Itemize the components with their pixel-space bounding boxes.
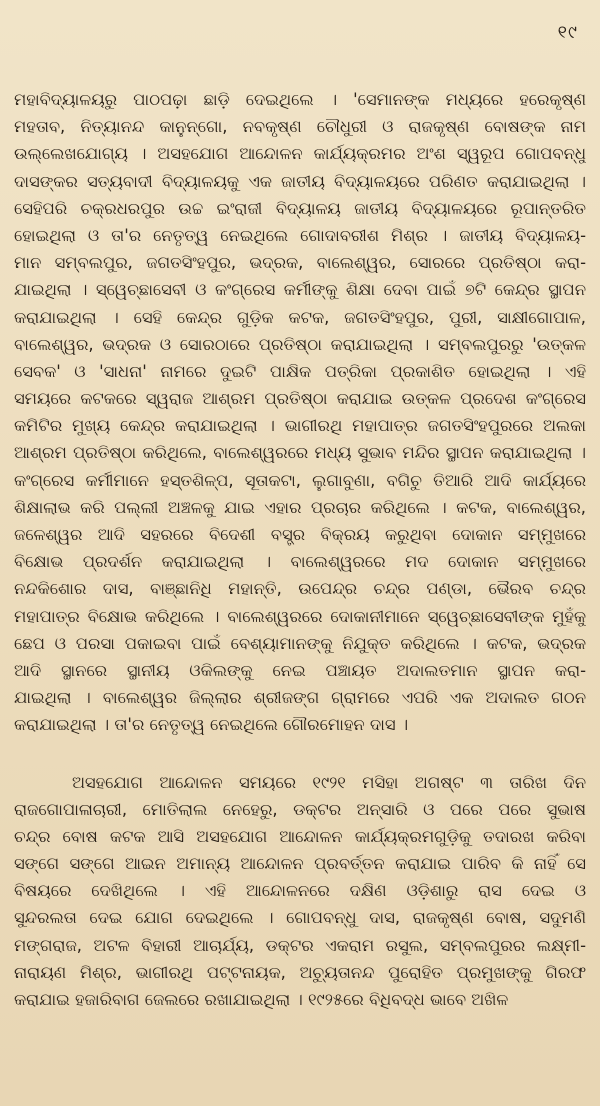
text-line: ବିଷୟରେ ଦେଖିଥିଲେ । ଏହି ଆନ୍ଦୋଳନରେ ଦକ୍ଷିଣ ଓଡ଼ିଶାରୁ ରାସ ଦେଇ ଓ <box>14 881 586 901</box>
text-line: ଦାସଙ୍କର ସତ୍ୟବାଦୀ ବିଦ୍ୟାଳୟକୁ ଏକ ଜାତୀୟ ବିଦ୍ୟାଳୟରେ ପରିଣତ କରାଯାଇଥିଲା । <box>14 171 586 191</box>
text-line: ଛେପ ଓ ପରସା ପକାଇବା ପାଇଁ ବେଶ୍ୟାମାନଙ୍କୁ ନିଯୁକ୍ତ କରିଥିଲେ । କଟକ, ଭଦ୍ରକ <box>14 633 586 653</box>
text-line: ସଙ୍ଗେ ସଙ୍ଗେ ଆଇନ ଅମାନ୍ୟ ଆନ୍ଦୋଳନ ପ୍ରବର୍ତ୍ତନ କରାଯାଇ ପାରିବ କି ନାହିଁ ସେ <box>14 854 586 874</box>
text-line: ବିକ୍ଷୋଭ ପ୍ରଦର୍ଶନ କରାଯାଇଥିଲା । ବାଲେଶ୍ୱରରେ ମଦ ଦୋକାନ ସମ୍ମୁଖରେ <box>14 552 586 572</box>
text-line: ଯାଇଥିଲା । ସ୍ୱେଚ୍ଛାସେବୀ ଓ କଂଗ୍ରେସ କର୍ମୀଙ୍କୁ ଶିକ୍ଷା ଦେବା ପାଇଁ ୭ଟି କେନ୍ଦ୍ର ସ୍ଥାପନ <box>14 280 586 300</box>
text-line: ମହାବିଦ୍ୟାଳୟରୁ ପାଠପଢ଼ା ଛାଡ଼ି ଦେଇଥିଲେ । 'ସେମାନଙ୍କ ମଧ୍ୟରେ ହରେକୃଷ୍ଣ <box>14 90 586 109</box>
page-number: ୧୯ <box>557 22 578 43</box>
text-line: ଆଦି ସ୍ଥାନରେ ସ୍ଥାନୀୟ ଓକିଲଙ୍କୁ ନେଇ ପଞ୍ଚାୟତ ଅଦାଲତମାନ ସ୍ଥାପନ କରା- <box>14 660 586 680</box>
text-line: ହୋଇଥିଲା ଓ ତା'ର ନେତୃତ୍ୱ ନେଇଥିଲେ ଗୋଦାବରୀଶ ମିଶ୍ର । ଜାତୀୟ ବିଦ୍ୟାଳୟ- <box>14 225 586 245</box>
paragraph-2 <box>14 769 586 1014</box>
body-text <box>14 86 586 1013</box>
text-line: ମହାପାତ୍ର ବିକ୍ଷୋଭ କରିଥିଲେ । ବାଲେଶ୍ୱରରେ ଦୋକାନୀମାନେ ସ୍ୱେଚ୍ଛାସେବୀଙ୍କ ମୁହଁକୁ <box>14 606 586 626</box>
text-line: ଆଶ୍ରମ ପ୍ରତିଷ୍ଠା କରିଥିଲେ, ବାଲେଶ୍ୱରରେ ମଧ୍ୟ ସୁଭାବ ମନ୍ଦିର ସ୍ଥାପନ କରାଯାଇଥିଲା । <box>14 443 586 463</box>
text-line: ଚନ୍ଦ୍ର ବୋଷ କଟକ ଆସି ଅସହଯୋଗ ଆନ୍ଦୋଳନ କାର୍ଯ୍ୟକ୍ରମଗୁଡ଼ିକୁ ତଦାରଖ କରିବା <box>14 826 586 846</box>
text-line: ମହତାବ, ନିତ୍ୟାନନ୍ଦ କାନୁନ୍‌ଗୋ, ନବକୃଷ୍ଣ ଚୌଧୁରୀ ଓ ରାଜକୃଷ୍ଣ ବୋଷଙ୍କ ନାମ <box>14 117 586 137</box>
text-line: ସେହିପରି ଚକ୍ରଧରପୁର ଉଚ୍ଚ ଇଂରାଜୀ ବିଦ୍ୟାଳୟ ଜାତୀୟ ବିଦ୍ୟାଳୟରେ ରୂପାନ୍ତରିତ <box>14 198 586 218</box>
text-line: ସୁନ୍ଦରଲତା ଦେଇ ଯୋଗ ଦେଇଥିଲେ । ଗୋପବନ୍ଧୁ ଦାସ, ରାଜକୃଷ୍ଣ ବୋଷ, ସଦୁମଣି <box>14 908 586 928</box>
text-line: ନାରାୟଣ ମିଶ୍ର, ଭାଗୀରଥି ପଟ୍ଟନାୟକ, ଅଚ୍ୟୁତାନନ୍ଦ ପୁରୋହିତ ପ୍ରମୁଖଙ୍କୁ ଗିରଫ <box>14 962 586 982</box>
text-line: କରାଯାଇଥିଲା । ତା'ର ନେତୃତ୍ୱ ନେଇଥିଲେ ଗୌରମୋହନ ଦାସ । <box>14 715 409 735</box>
text-line: ସେବକ' ଓ 'ସାଧନା' ନାମରେ ଦୁଇଟି ପାକ୍ଷିକ ପତ୍ରିକା ପ୍ରକାଶିତ ହୋଇଥିଲା । ଏହି <box>14 361 586 381</box>
text-line: ଯାଇଥିଲା । ବାଲେଶ୍ୱର ଜିଲ୍ଲାର ଶ୍ରୀଜଙ୍ଗ ଗ୍ରାମରେ ଏପରି ଏକ ଅଦାଲତ ଗଠନ <box>14 688 586 708</box>
text-line: କଂଗ୍ରେସ କର୍ମୀମାନେ ହସ୍ତଶିଳ୍ପ, ସୂତାକଟା, ଲୁଗାବୁଣା, ବଗିଚୁ ତିଆରି ଆଦି କାର୍ଯ୍ୟରେ <box>14 470 586 490</box>
paragraph-1 <box>14 86 586 739</box>
text-line: କମିଟିର ମୁଖ୍ୟ କେନ୍ଦ୍ର କରାଯାଇଥିଲା । ଭାଗୀରଥି ମହାପାତ୍ର ଜଗତସିଂହପୁରରେ ଅଲକା <box>14 416 586 436</box>
text-line: ବାଲେଶ୍ୱର, ଭଦ୍ରକ ଓ ସୋରଠାରେ ପ୍ରତିଷ୍ଠା କରାଯାଇଥିଲା । ସମ୍ବଲପୁରରୁ 'ଉତ୍କଳ <box>14 334 586 354</box>
text-line: ଉଲ୍ଲେଖଯୋଗ୍ୟ । ଅସହଯୋଗ ଆନ୍ଦୋଳନ କାର୍ଯ୍ୟକ୍ରମର ଅଂଶ ସ୍ୱରୂପ ଗୋପବନ୍ଧୁ <box>14 144 586 164</box>
text-line: ନନ୍ଦକିଶୋର ଦାସ, ବାଞ୍ଛାନିଧି ମହାନ୍ତି, ଉପେନ୍ଦ୍ର ଚନ୍ଦ୍ର ପଣ୍ଡା, ଭୈରବ ଚନ୍ଦ୍ର <box>14 579 586 599</box>
text-line: କରାଯାଇ ହଜାରିବାଗ ଜେଲରେ ରଖାଯାଇଥିଲା । ୧୯୨୫ରେ ବିଧିବଦ୍ଧ ଭାବେ ଅଖିଳ <box>14 990 509 1009</box>
text-line: କରାଯାଇଥିଲା । ସେହି କେନ୍ଦ୍ର ଗୁଡ଼ିକ କଟକ, ଜଗତସିଂହପୁର, ପୁରୀ, ସାକ୍ଷୀଗୋପାଳ, <box>14 307 586 327</box>
text-line: ମଙ୍ଗରାଜ, ଅଟଳ ବିହାରୀ ଆଚାର୍ଯ୍ୟ, ଡକ୍ଟର ଏକରାମ ରସୁଲ, ସମ୍ବଲପୁରର ଲକ୍ଷ୍ମୀ- <box>14 935 586 955</box>
text-line: ଜଳେଶ୍ୱର ଆଦି ସହରରେ ବିଦେଶୀ ବସ୍ତ୍ର ବିକ୍ରୟ କରୁଥିବା ଦୋକାନ ସମ୍ମୁଖରେ <box>14 525 586 544</box>
text-line: ଶିକ୍ଷାଲାଭ କରି ପଲ୍ଲୀ ଅଞ୍ଚଳକୁ ଯାଇ ଏହାର ପ୍ରଚାର କରିଥିଲେ । କଟକ, ବାଲେଶ୍ୱର, <box>14 497 586 517</box>
text-line: ରାଜଗୋପାଳାଚାରୀ, ମୋତିଲାଲ ନେହେରୁ, ଡକ୍ଟର ଅନ୍‌ସାରି ଓ ପରେ ପରେ ସୁଭାଷ <box>14 799 586 819</box>
text-line: ସମୟରେ କଟକରେ ସ୍ୱରାଜ ଆଶ୍ରମ ପ୍ରତିଷ୍ଠା କରାଯାଇ ଉତ୍କଳ ପ୍ରଦେଶ କଂଗ୍ରେସ <box>14 389 586 409</box>
text-line: ଅସହଯୋଗ ଆନ୍ଦୋଳନ ସମୟରେ ୧୯୨୧ ମସିହା ଅଗଷ୍ଟ ୩ ତାରିଖ ଦିନ <box>72 772 586 792</box>
paragraph-gap <box>14 739 586 769</box>
text-line: ମାନ ସମ୍ବଲପୁର, ଜଗତସିଂହପୁର, ଭଦ୍ରକ, ବାଲେଶ୍ୱର, ସୋରରେ ପ୍ରତିଷ୍ଠା କରା- <box>14 253 586 273</box>
